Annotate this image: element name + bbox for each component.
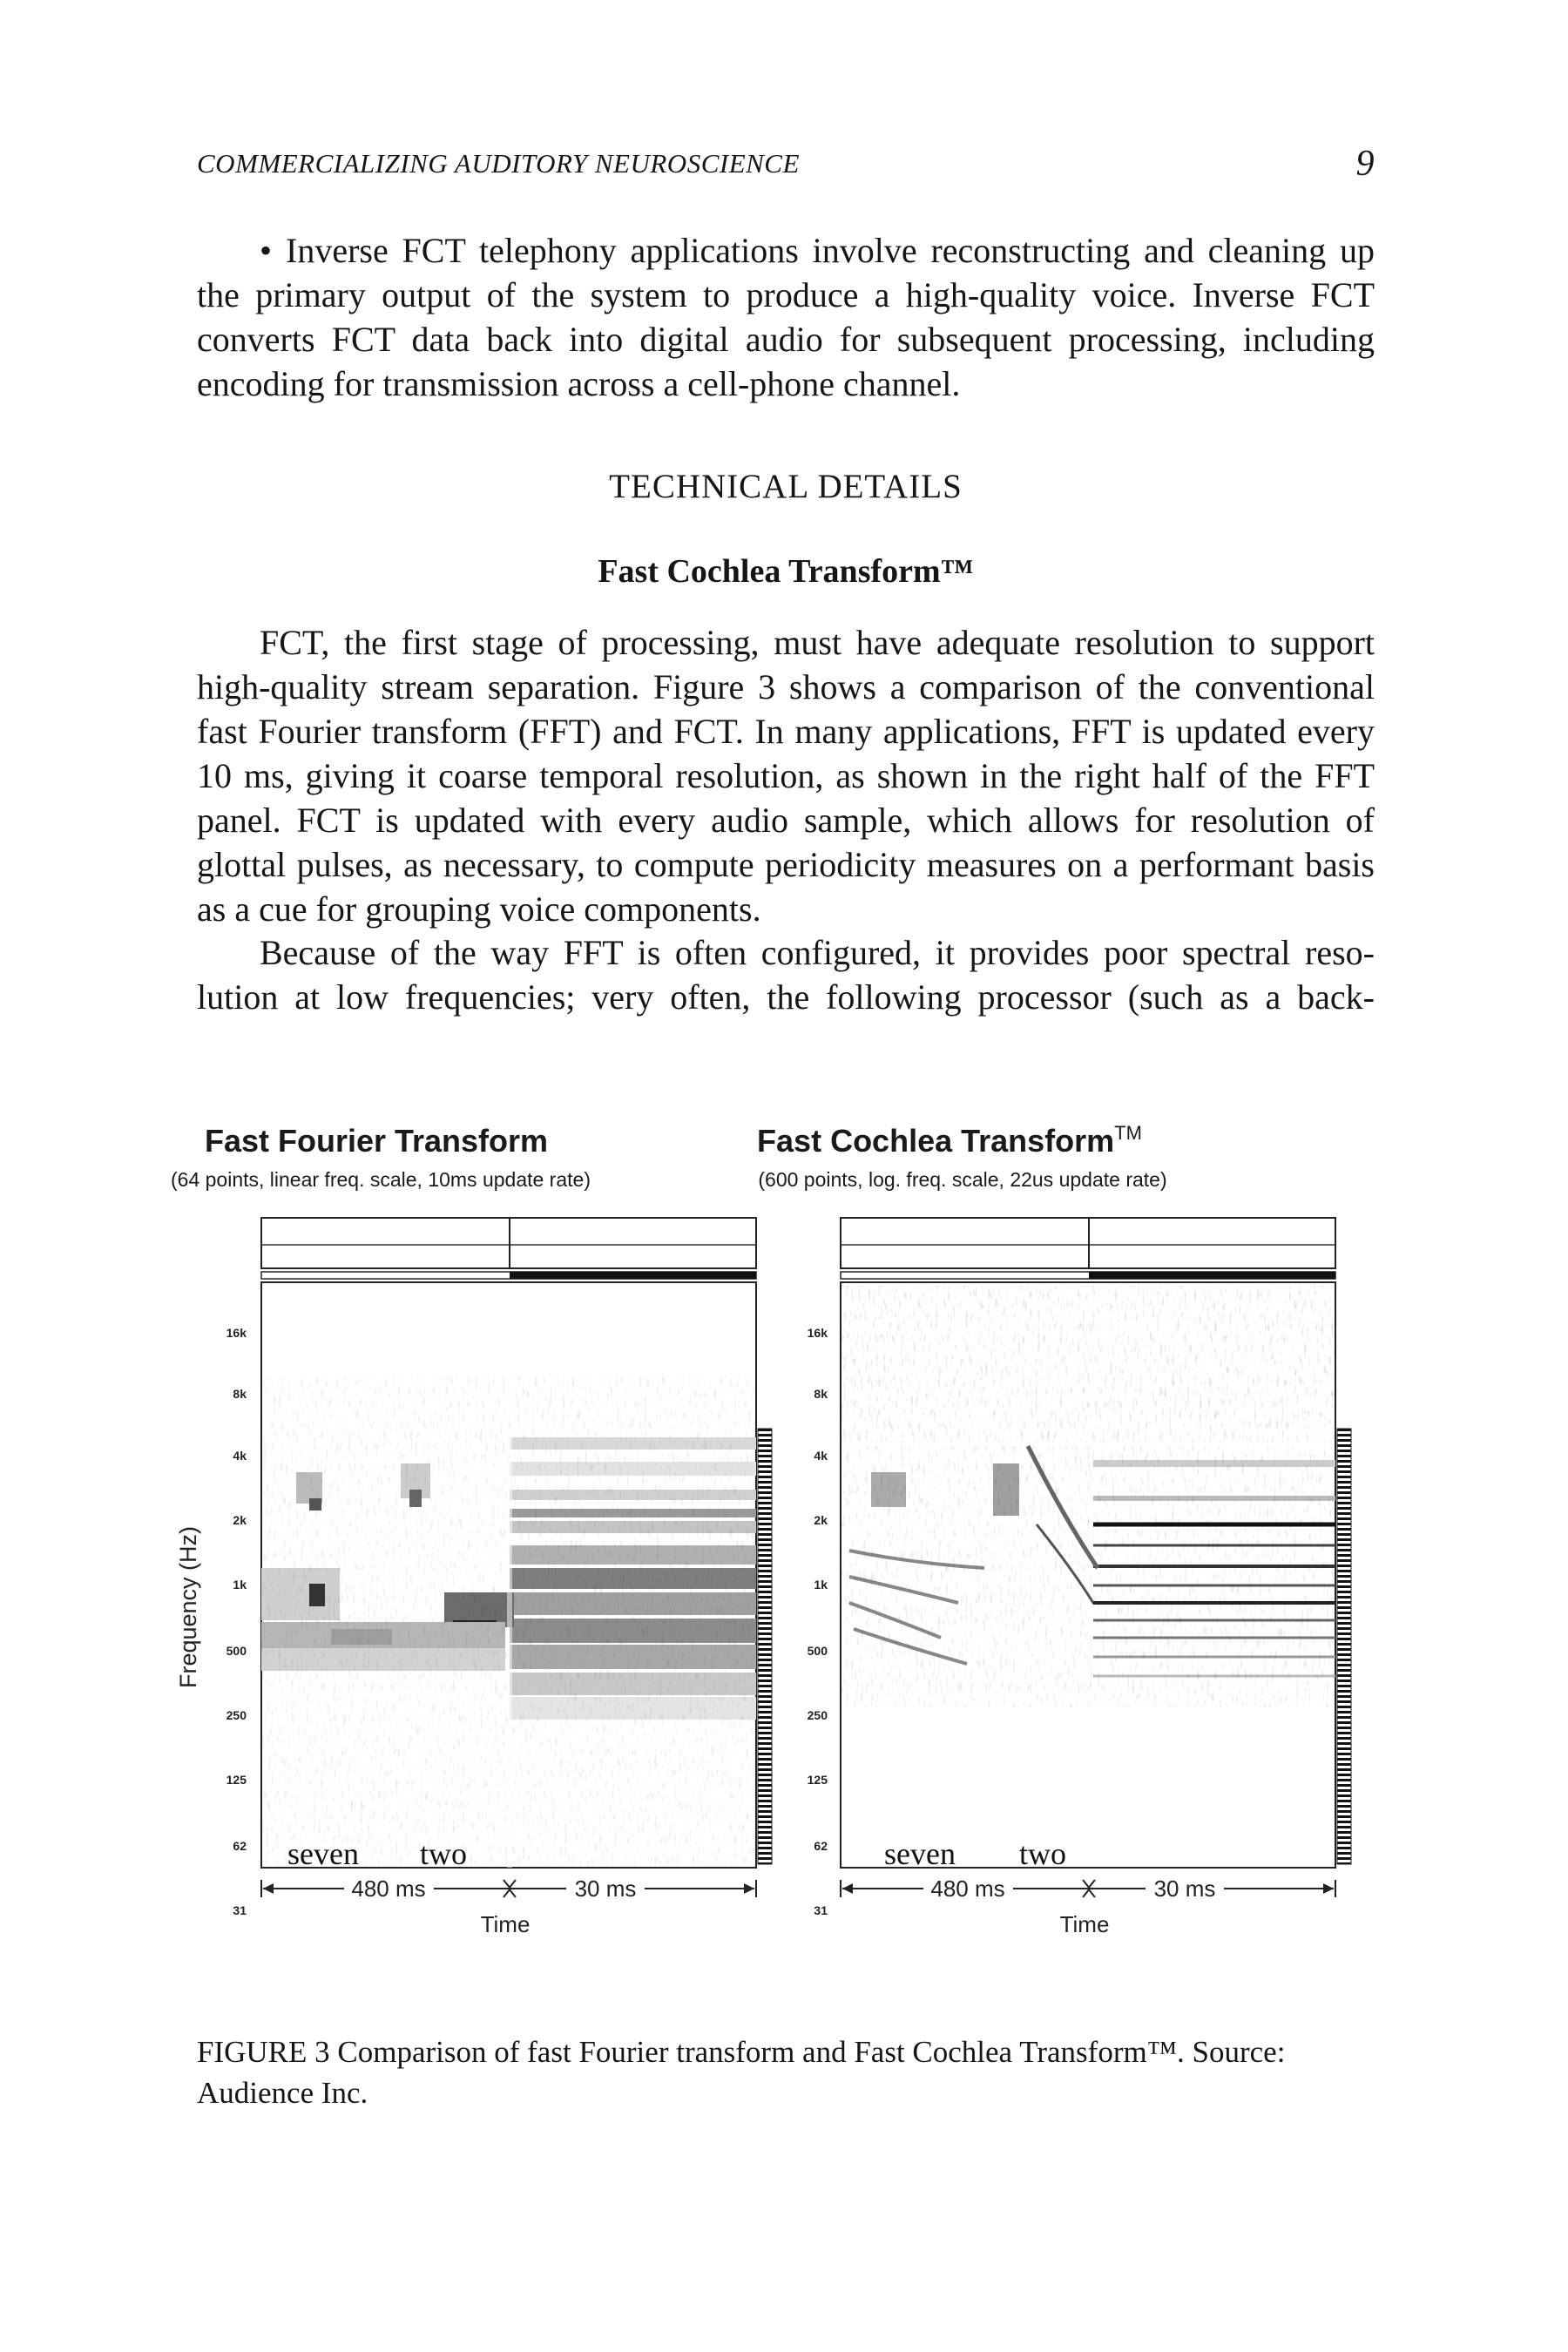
fft-panel: [171, 1123, 772, 1937]
fft-subtitle: (64 points, linear freq. scale, 10ms update rate): [171, 1168, 591, 1191]
fft-tick-500: 500: [226, 1644, 247, 1658]
fft-y-ticks: [226, 1326, 247, 1917]
fct-tick-16k: 16k: [807, 1326, 828, 1340]
fct-subtitle: (600 points, log. freq. scale, 22us update rate): [758, 1168, 1167, 1191]
fft-time-axis: [261, 1880, 756, 1897]
fct-word-two: two: [1019, 1836, 1066, 1871]
fct-title-mark: TM: [1114, 1122, 1142, 1144]
fft-tick-4k: 4k: [233, 1449, 247, 1463]
fct-tick-2k: 2k: [814, 1513, 828, 1527]
fft-title: Fast Fourier Transform: [204, 1123, 549, 1159]
fct-tick-31: 31: [814, 1903, 828, 1917]
fct-time-480ms: 480 ms: [930, 1876, 1005, 1902]
section-subheading: Fast Cochlea Transform™: [598, 553, 974, 590]
bullet-text: Inverse FCT telephony applications involve reconstructing and cleaning up the primary output of the system to produce a high-quality voice. Inverse FCT converts FCT data back into digital audio for subsequent processing, including encoding for transmission across a cell-phone channel.: [197, 231, 1375, 403]
figure-caption: FIGURE 3 Comparison of fast Fourier transform and Fast Cochlea Transform™. Source: Audience Inc.: [197, 2035, 1286, 2110]
fft-keyboard-column: [758, 1429, 772, 1864]
fft-time-30ms: 30 ms: [574, 1876, 637, 1902]
fct-title: [757, 1122, 1142, 1159]
fct-tick-62: 62: [814, 1839, 828, 1853]
fct-time-bar-fill: [1089, 1272, 1335, 1279]
fft-tick-16k: 16k: [226, 1326, 247, 1340]
fct-word-seven: seven: [884, 1836, 956, 1871]
fct-spectrogram-bands: [841, 1286, 1335, 1707]
fft-word-seven: seven: [287, 1836, 359, 1871]
fct-keyboard-column: [1337, 1429, 1351, 1864]
page-number: 9: [1355, 144, 1375, 184]
fft-tick-8k: 8k: [233, 1387, 247, 1401]
fct-panel: [757, 1122, 1351, 1937]
fct-title-text: Fast Cochlea Transform: [757, 1123, 1115, 1159]
running-title: COMMERCIALIZING AUDITORY NEUROSCIENCE: [197, 148, 800, 179]
fft-tick-2k: 2k: [233, 1513, 247, 1527]
bullet-paragraph: [197, 228, 1375, 406]
figure-3: [157, 1115, 1394, 1969]
fct-tick-8k: 8k: [814, 1387, 828, 1401]
fct-x-axis-label: Time: [1059, 1911, 1110, 1937]
fct-time-30ms: 30 ms: [1153, 1876, 1216, 1902]
fct-tick-500: 500: [807, 1644, 828, 1658]
body-paragraph-2: Because of the way FFT is often configured, it provides poor spectral resolution at low frequencies; very often, the following processor (such as a back-: [197, 933, 1375, 1017]
section-heading: TECHNICAL DETAILS: [609, 468, 963, 505]
fft-tick-62: 62: [233, 1839, 247, 1853]
fct-y-ticks: [808, 1326, 828, 1917]
fft-tick-250: 250: [226, 1708, 247, 1722]
body-paragraph-1: FCT, the first stage of processing, must have adequate resolution to support high-quality stream separation. Figure 3 shows a comparison of the conventional fast Fourier transform (FFT) and FCT. In many applications, FFT is updated every 10 ms, giving it coarse temporal resolution, as shown in the right half of the FFT panel. FCT is updated with every audio sample, which allows for resolution of glottal pulses, as necessary, to compute periodicity measures on a performant basis as a cue for grouping voice components.: [197, 623, 1375, 929]
fft-time-480ms: 480 ms: [351, 1876, 426, 1902]
fft-tick-31: 31: [233, 1903, 247, 1917]
fft-tick-1k: 1k: [233, 1578, 247, 1592]
fct-tick-4k: 4k: [814, 1449, 828, 1463]
fct-tick-250: 250: [807, 1708, 828, 1722]
fct-tick-1k: 1k: [814, 1578, 828, 1592]
y-axis-label: Frequency (Hz): [175, 1525, 201, 1689]
fft-x-axis-label: Time: [480, 1911, 531, 1937]
fft-tick-125: 125: [226, 1773, 247, 1787]
fft-word-two: two: [420, 1836, 467, 1871]
fct-tick-125: 125: [807, 1773, 828, 1787]
bullet-symbol: •: [260, 231, 273, 270]
running-head: [197, 144, 1375, 184]
fft-spectrogram-bands: [261, 1376, 756, 1868]
fft-time-bar-fill: [510, 1272, 756, 1279]
fct-time-axis: [841, 1880, 1335, 1897]
